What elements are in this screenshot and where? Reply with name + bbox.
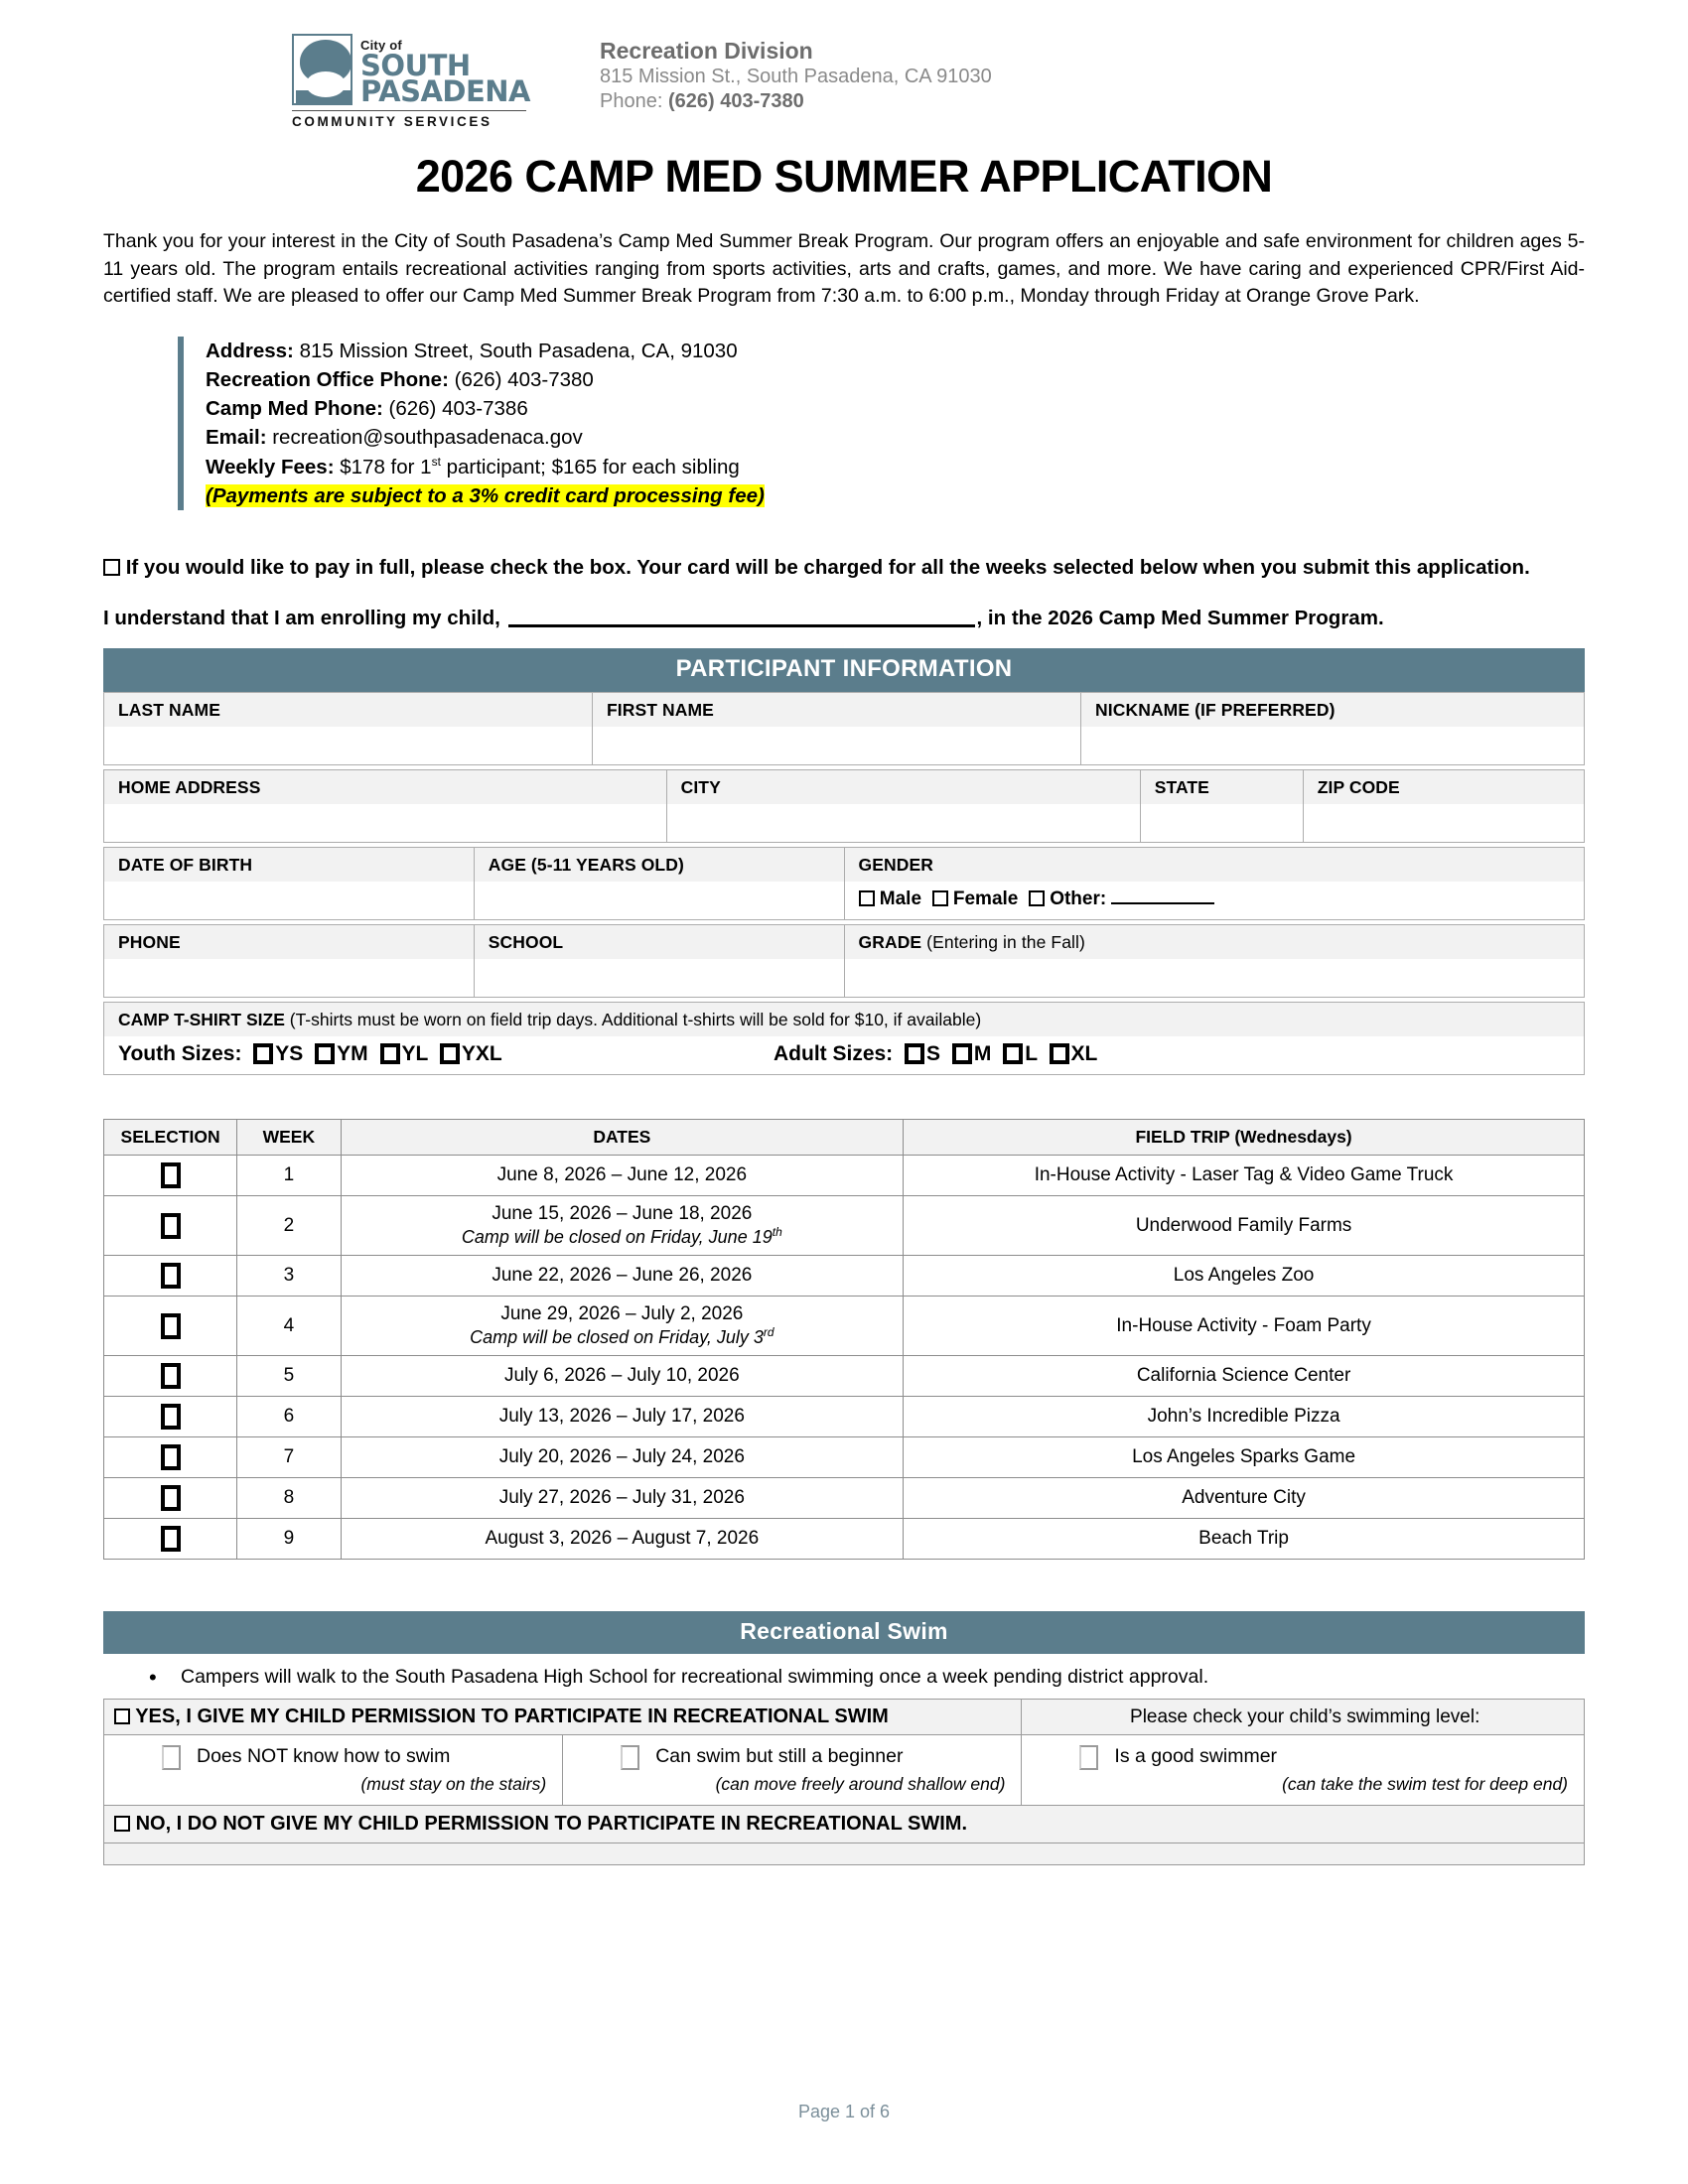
week-field-trip-cell: Adventure City (904, 1478, 1585, 1519)
week-field-trip-cell: Underwood Family Farms (904, 1196, 1585, 1256)
phone-label: PHONE (104, 925, 474, 959)
page-footer: Page 1 of 6 (797, 2102, 891, 2121)
col-field-trip (904, 1120, 1585, 1156)
participant-dob-table (103, 847, 1585, 920)
page-title: 2026 CAMP MED SUMMER APPLICATION (415, 151, 1273, 202)
week-closure-note: Camp will be closed on Friday, July 3rd (470, 1325, 774, 1348)
age-label: AGE (5-11 YEARS OLD) (475, 848, 844, 882)
state-label: STATE (1141, 770, 1303, 804)
week-dates-text: August 3, 2026 – August 7, 2026 (485, 1528, 760, 1550)
week-dates-cell (341, 1478, 904, 1519)
enrollment-statement (103, 607, 1585, 630)
org-contact-block (600, 28, 992, 114)
logo-south: SOUTH (360, 48, 471, 82)
grade-cell (844, 925, 1585, 998)
week-7-checkbox[interactable] (161, 1444, 181, 1470)
week-dates-cell (341, 1356, 904, 1397)
size-yl-label: YL (401, 1042, 428, 1066)
swim-level-1-label: Does NOT know how to swim (197, 1745, 451, 1768)
week-number-cell: 7 (237, 1437, 341, 1478)
swim-level-3-sub: (can take the swim test for deep end) (1282, 1774, 1568, 1795)
col-selection: SELECTION (104, 1120, 237, 1156)
col-field-trip-bold: FIELD TRIP (1135, 1127, 1230, 1148)
logo-city-of: City of (360, 37, 402, 53)
grade-label (845, 925, 1585, 959)
phone-cell (104, 925, 475, 998)
size-xl-label: XL (1070, 1042, 1098, 1066)
swim-level-3-cell (1022, 1735, 1585, 1806)
document-header (103, 28, 1585, 129)
tshirt-size-table (103, 1002, 1585, 1075)
table-row (104, 1806, 1585, 1843)
adult-sizes-group (774, 1042, 1097, 1066)
phone-label: Phone: (600, 90, 663, 113)
participant-information-table (103, 692, 1585, 765)
phone-input[interactable] (104, 959, 474, 997)
week-6-checkbox[interactable] (161, 1404, 181, 1430)
contact-info-block (178, 337, 1585, 510)
contact-address-label: Address: (206, 340, 294, 363)
swim-level-3-checkbox[interactable] (1079, 1745, 1098, 1770)
last-name-cell (104, 693, 593, 765)
school-input[interactable] (475, 959, 844, 997)
week-dates-text: June 22, 2026 – June 26, 2026 (492, 1265, 753, 1287)
gender-options (845, 882, 1585, 916)
size-yl-checkbox[interactable] (380, 1043, 400, 1064)
logo-pasadena: PASADENA (360, 74, 530, 109)
week-1-checkbox[interactable] (161, 1162, 181, 1188)
division-title: Recreation Division (600, 38, 813, 64)
weeks-selection-table (103, 1119, 1585, 1560)
phone-number: (626) 403-7380 (667, 90, 804, 113)
size-l-checkbox[interactable] (1003, 1043, 1023, 1064)
week-dates-cell (341, 1297, 904, 1356)
city-input[interactable] (667, 804, 1140, 842)
gender-label: GENDER (845, 848, 1585, 882)
size-s-checkbox[interactable] (905, 1043, 924, 1064)
swim-blank-cell (104, 1843, 1585, 1865)
logo-community-services: COMMUNITY SERVICES (292, 114, 492, 129)
last-name-input[interactable] (104, 727, 592, 764)
tree-icon (292, 34, 352, 105)
city-logo (292, 28, 530, 129)
city-cell (666, 770, 1140, 843)
week-5-checkbox[interactable] (161, 1363, 181, 1389)
size-ys-label: YS (275, 1042, 304, 1066)
child-name-blank[interactable] (508, 608, 975, 627)
contact-office-phone-label: Recreation Office Phone: (206, 368, 449, 392)
table-row (104, 1397, 1585, 1437)
grade-input[interactable] (845, 959, 1585, 997)
state-input[interactable] (1141, 804, 1303, 842)
week-number-cell: 1 (237, 1156, 341, 1196)
week-3-checkbox[interactable] (161, 1263, 181, 1289)
col-field-trip-note: (Wednesdays) (1229, 1127, 1352, 1148)
contact-fees-pre: $178 for 1 (340, 455, 432, 478)
swim-no-checkbox[interactable] (114, 1816, 130, 1832)
table-row (104, 1256, 1585, 1297)
home-address-label: HOME ADDRESS (104, 770, 666, 804)
size-m-label: M (973, 1042, 992, 1066)
youth-sizes-label: Youth Sizes: (118, 1042, 242, 1066)
swim-level-prompt-cell (1022, 1700, 1585, 1735)
home-address-cell (104, 770, 667, 843)
accent-bar (178, 337, 184, 510)
contact-address-value: 815 Mission Street, South Pasadena, CA, 91030 (299, 340, 738, 363)
swim-yes-label: YES, I GIVE MY CHILD PERMISSION TO PARTICIPATE IN RECREATIONAL SWIM (135, 1706, 889, 1728)
tshirt-size-label-note: (T-shirts must be worn on field trip days. Additional t-shirts will be sold for $10, if available) (284, 1010, 982, 1030)
week-selection-cell (104, 1196, 237, 1256)
size-m-checkbox[interactable] (952, 1043, 972, 1064)
swim-level-2-label: Can swim but still a beginner (655, 1745, 904, 1768)
week-number-cell: 9 (237, 1519, 341, 1560)
age-input[interactable] (475, 882, 844, 919)
table-row (104, 1297, 1585, 1356)
pay-in-full-checkbox[interactable] (103, 559, 120, 576)
participant-section-header: PARTICIPANT INFORMATION (103, 648, 1585, 692)
table-header-row (104, 1120, 1585, 1156)
week-number-cell: 4 (237, 1297, 341, 1356)
table-row (104, 1003, 1585, 1075)
table-row (104, 1478, 1585, 1519)
week-dates-text: July 27, 2026 – July 31, 2026 (498, 1487, 745, 1509)
state-cell (1140, 770, 1303, 843)
week-number-cell: 8 (237, 1478, 341, 1519)
size-ym-label: YM (337, 1042, 368, 1066)
contact-camp-phone-line (206, 394, 765, 423)
contact-fees-ordinal: st (431, 454, 441, 469)
week-dates-text: June 15, 2026 – June 18, 2026 (492, 1203, 753, 1225)
week-selection-cell (104, 1437, 237, 1478)
participant-address-table (103, 769, 1585, 843)
contact-fees-label: Weekly Fees: (206, 455, 335, 478)
week-selection-cell (104, 1519, 237, 1560)
week-field-trip-cell: Beach Trip (904, 1519, 1585, 1560)
swim-section-header: Recreational Swim (103, 1611, 1585, 1654)
table-row (104, 693, 1585, 765)
fee-note-highlight: (Payments are subject to a 3% credit card processing fee) (206, 483, 765, 507)
size-xl-checkbox[interactable] (1050, 1043, 1069, 1064)
tshirt-size-label (104, 1003, 1584, 1036)
youth-sizes-group (118, 1042, 774, 1066)
last-name-label: LAST NAME (104, 693, 592, 727)
gender-cell (844, 848, 1585, 920)
week-dates-text: July 6, 2026 – July 10, 2026 (504, 1365, 740, 1387)
week-selection-cell (104, 1397, 237, 1437)
week-field-trip-cell: Los Angeles Zoo (904, 1256, 1585, 1297)
gender-other-checkbox[interactable] (1029, 890, 1045, 906)
week-selection-cell (104, 1297, 237, 1356)
size-yxl-label: YXL (461, 1042, 502, 1066)
age-cell (474, 848, 844, 920)
size-yxl-checkbox[interactable] (440, 1043, 460, 1064)
week-field-trip-cell: John’s Incredible Pizza (904, 1397, 1585, 1437)
swim-no-cell (104, 1806, 1585, 1843)
nickname-cell (1081, 693, 1585, 765)
enroll-pre-text: I understand that I am enrolling my child, (103, 607, 500, 630)
week-number-cell: 2 (237, 1196, 341, 1256)
swim-level-2-cell (563, 1735, 1022, 1806)
swim-level-1-sub: (must stay on the stairs) (360, 1774, 547, 1795)
week-dates-cell (341, 1156, 904, 1196)
week-dates-cell (341, 1437, 904, 1478)
fee-note-line (206, 481, 765, 510)
week-dates-cell (341, 1519, 904, 1560)
week-dates-cell (341, 1256, 904, 1297)
first-name-input[interactable] (593, 727, 1080, 764)
tshirt-size-label-bold: CAMP T-SHIRT SIZE (118, 1010, 285, 1030)
swim-yes-checkbox[interactable] (114, 1708, 130, 1724)
swim-level-1-cell (104, 1735, 563, 1806)
nickname-input[interactable] (1081, 727, 1584, 764)
table-row (104, 1843, 1585, 1865)
contact-email-value: recreation@southpasadenaca.gov (272, 426, 583, 450)
week-number-cell: 5 (237, 1356, 341, 1397)
division-address: 815 Mission St., South Pasadena, CA 91030 (600, 66, 992, 88)
week-field-trip-cell: In-House Activity - Laser Tag & Video Game Truck (904, 1156, 1585, 1196)
col-week: WEEK (237, 1120, 341, 1156)
city-label: CITY (667, 770, 1140, 804)
week-dates-text: July 20, 2026 – July 24, 2026 (498, 1446, 745, 1468)
participant-school-table (103, 924, 1585, 998)
intro-paragraph: Thank you for your interest in the City of South Pasadena’s Camp Med Summer Break Program. Our program offers an enjoyable and safe environment for children ages 5-11 years old. The program entails recreational activities ranging from sports activities, arts and crafts, games, and more. We have caring and experienced CPR/First Aid-certified staff. We are pleased to offer our Camp Med Summer Break Program from 7:30 a.m. to 6:00 p.m., Monday through Friday at Orange Grove Park. (103, 230, 1585, 308)
size-l-label: L (1025, 1042, 1038, 1066)
gender-other-input[interactable] (1111, 888, 1214, 904)
week-selection-cell (104, 1478, 237, 1519)
adult-sizes-label: Adult Sizes: (774, 1042, 894, 1066)
table-row (104, 770, 1585, 843)
swim-permission-table (103, 1699, 1585, 1865)
table-row (104, 1519, 1585, 1560)
nickname-label: NICKNAME (IF PREFERRED) (1081, 693, 1584, 727)
table-row (104, 925, 1585, 998)
dob-input[interactable] (104, 882, 474, 919)
week-field-trip-cell: California Science Center (904, 1356, 1585, 1397)
week-dates-text: June 8, 2026 – June 12, 2026 (496, 1164, 748, 1186)
division-phone (600, 89, 992, 114)
gender-female-label: Female (952, 888, 1019, 910)
table-row (104, 1196, 1585, 1256)
contact-fees-line (206, 453, 765, 481)
pay-in-full-label: If you would like to pay in full, please check the box. Your card will be charged for all the weeks selected below when you submit this application. (125, 555, 1530, 579)
week-2-checkbox[interactable] (161, 1213, 181, 1239)
swim-level-3-label: Is a good swimmer (1114, 1745, 1278, 1768)
contact-email-label: Email: (206, 426, 267, 450)
week-dates-cell (341, 1397, 904, 1437)
week-closure-note: Camp will be closed on Friday, June 19th (461, 1225, 782, 1248)
week-number-cell: 6 (237, 1397, 341, 1437)
school-label: SCHOOL (475, 925, 844, 959)
week-field-trip-cell: In-House Activity - Foam Party (904, 1297, 1585, 1356)
week-number-cell: 3 (237, 1256, 341, 1297)
contact-email-line (206, 423, 765, 452)
week-8-checkbox[interactable] (161, 1485, 181, 1511)
recreational-swim-section (103, 1611, 1585, 1865)
week-4-checkbox[interactable] (161, 1313, 181, 1339)
pay-in-full-row (103, 554, 1585, 582)
size-ym-checkbox[interactable] (315, 1043, 335, 1064)
week-dates-text: July 13, 2026 – July 17, 2026 (498, 1406, 745, 1428)
tshirt-cell (104, 1003, 1585, 1075)
week-selection-cell (104, 1356, 237, 1397)
swim-bullet: • Campers will walk to the South Pasadena High School for recreational swimming once a week pending district approval. (103, 1666, 1585, 1689)
swim-no-label: NO, I DO NOT GIVE MY CHILD PERMISSION TO PARTICIPATE IN RECREATIONAL SWIM. (135, 1813, 968, 1836)
contact-office-phone-line (206, 365, 765, 394)
first-name-cell (593, 693, 1081, 765)
contact-camp-phone-label: Camp Med Phone: (206, 397, 383, 421)
swim-level-2-sub: (can move freely around shallow end) (715, 1774, 1006, 1795)
dob-label: DATE OF BIRTH (104, 848, 474, 882)
first-name-label: FIRST NAME (593, 693, 1080, 727)
contact-fees-post: participant; $165 for each sibling (440, 455, 740, 478)
table-row (104, 848, 1585, 920)
gender-female-checkbox[interactable] (932, 890, 948, 906)
table-row (104, 1437, 1585, 1478)
size-s-label: S (926, 1042, 941, 1066)
zip-code-input[interactable] (1304, 804, 1584, 842)
week-dates-text: June 29, 2026 – July 2, 2026 (500, 1303, 744, 1325)
contact-camp-phone-value: (626) 403-7386 (388, 397, 528, 421)
table-row (104, 1700, 1585, 1735)
table-row (104, 1735, 1585, 1806)
week-selection-cell (104, 1156, 237, 1196)
contact-address-line (206, 337, 765, 365)
enroll-post-text: , in the 2026 Camp Med Summer Program. (976, 607, 1384, 630)
table-row (104, 1356, 1585, 1397)
week-dates-cell (341, 1196, 904, 1256)
gender-male-label: Male (879, 888, 922, 910)
swim-level-1-checkbox[interactable] (162, 1745, 181, 1770)
swim-level-2-checkbox[interactable] (621, 1745, 639, 1770)
logo-divider (292, 110, 526, 111)
zip-code-label: ZIP CODE (1304, 770, 1584, 804)
home-address-input[interactable] (104, 804, 666, 842)
zip-cell (1303, 770, 1584, 843)
gender-other-label: Other: (1050, 888, 1107, 910)
grade-label-note: (Entering in the Fall) (921, 932, 1085, 953)
col-dates: DATES (341, 1120, 904, 1156)
gender-male-checkbox[interactable] (859, 890, 875, 906)
swim-yes-cell (104, 1700, 1022, 1735)
week-selection-cell (104, 1256, 237, 1297)
contact-office-phone-value: (626) 403-7380 (454, 368, 594, 392)
swim-level-prompt: Please check your child’s swimming level: (1130, 1706, 1480, 1727)
week-9-checkbox[interactable] (161, 1526, 181, 1552)
tshirt-size-options (104, 1036, 1584, 1074)
size-ys-checkbox[interactable] (253, 1043, 273, 1064)
week-field-trip-cell: Los Angeles Sparks Game (904, 1437, 1585, 1478)
dob-cell (104, 848, 475, 920)
grade-label-bold: GRADE (858, 932, 922, 953)
school-cell (474, 925, 844, 998)
table-row (104, 1156, 1585, 1196)
